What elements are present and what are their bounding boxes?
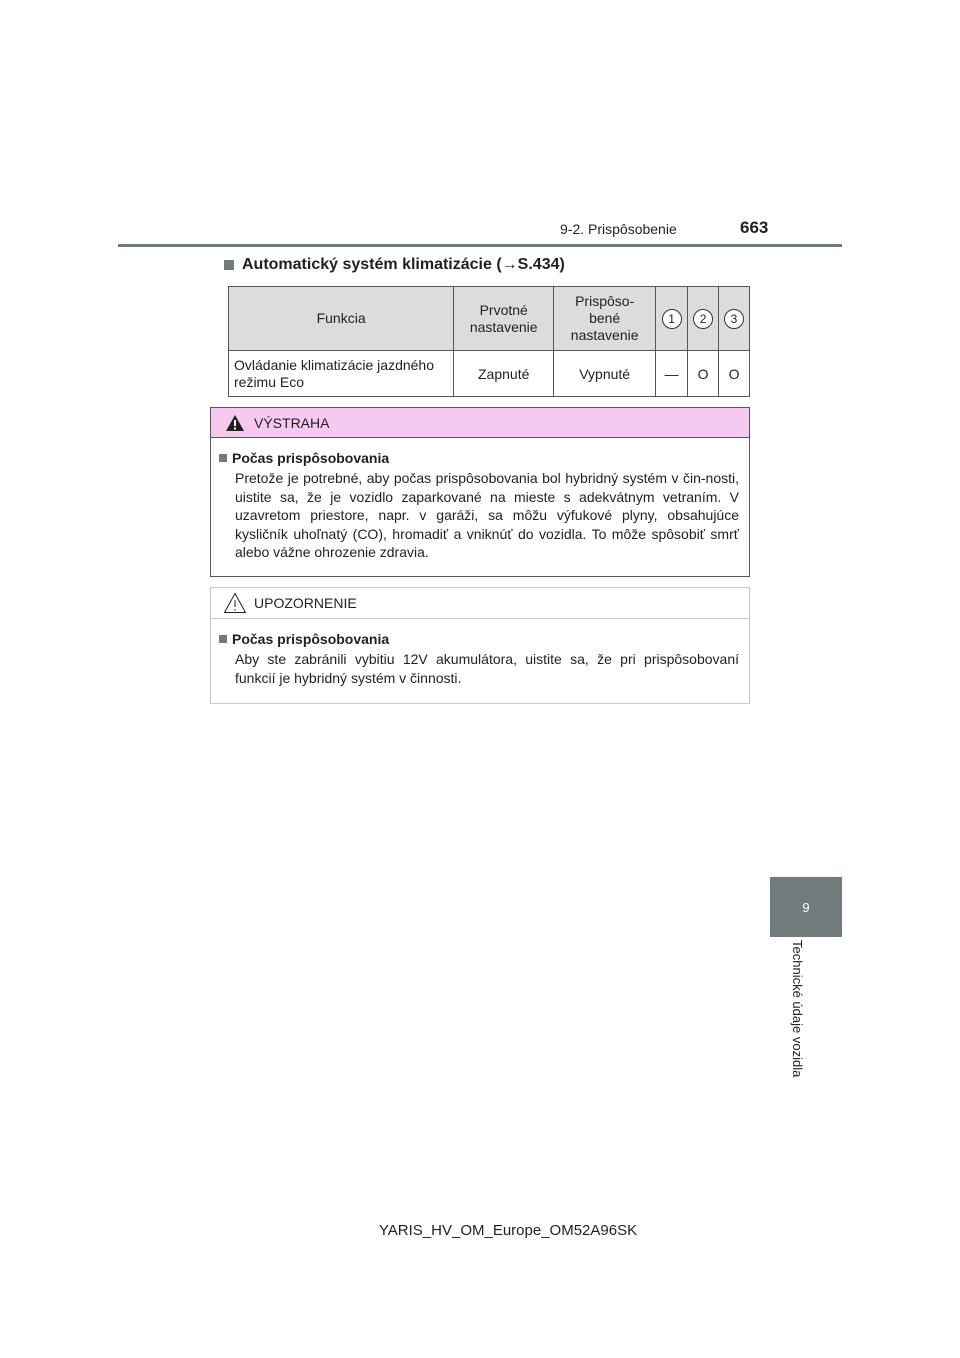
arrow-icon: →	[501, 256, 518, 273]
section-heading	[224, 256, 565, 274]
circled-number-2-icon: 2	[693, 309, 713, 329]
warning-triangle-icon	[225, 414, 245, 432]
chapter-tab-number[interactable]: 9	[770, 877, 842, 937]
page-number: 663	[740, 218, 769, 237]
warning-item-text: Pretože je potrebné, aby počas prispôsobovania bol hybridný systém v čin-nosti, uistite sa, že je vozidlo zaparkované na mieste s adekvátnym vetraním. V uzavretom priestore, napr. v garáži, sa môžu výfukové plyny, obsahujúce kysličník uhoľnatý (CO), hromadiť a vniknúť do vozidla. To môže spôsobiť smrť alebo vážne ohrozenie zdravia.	[235, 470, 739, 560]
warning-box	[210, 407, 750, 577]
header-function: Funkcia	[229, 287, 454, 351]
chapter-tab-label-text: Technické údaje vozidla	[790, 940, 805, 1078]
chapter-tab-label	[787, 940, 807, 1100]
header-default-setting: Prvotné nastavenie	[454, 287, 554, 351]
cell-c2: O	[688, 351, 719, 397]
warning-header	[211, 408, 749, 438]
warning-item-title	[219, 450, 741, 466]
cell-c1: —	[656, 351, 688, 397]
notice-item-title	[219, 631, 741, 647]
notice-item-title-text: Počas prispôsobovania	[232, 631, 390, 647]
cell-function: Ovládanie klimatizácie jazdného režimu Eco	[229, 351, 454, 397]
bullet-square-icon	[219, 635, 227, 643]
header-col-3	[719, 287, 750, 351]
cell-default: Zapnuté	[454, 351, 554, 397]
bullet-square-icon	[219, 454, 227, 462]
section-heading-text: Automatický systém klimatizácie (	[242, 256, 502, 273]
header-divider	[118, 244, 842, 247]
table-row	[229, 351, 750, 397]
warning-label: VÝSTRAHA	[254, 414, 330, 431]
warning-item-title-text: Počas prispôsobovania	[232, 450, 390, 466]
circled-number-1-icon: 1	[662, 309, 682, 329]
circled-number-3-icon: 3	[724, 309, 744, 329]
notice-box	[210, 587, 750, 704]
header-section-title: 9-2. Prispôsobenie	[560, 221, 677, 237]
header-col-1	[656, 287, 688, 351]
cell-c3: O	[719, 351, 750, 397]
table-header-row	[229, 287, 750, 351]
header-custom-setting: Prispôso-bené nastavenie	[554, 287, 656, 351]
notice-item-text: Aby ste zabránili vybitiu 12V akumulátora, uistite sa, že pri prispôsobovaní funkcií je hybridný systém v činnosti.	[235, 651, 739, 686]
bullet-square-icon	[224, 260, 234, 270]
caution-triangle-outline-icon	[223, 592, 247, 614]
header-col-2	[688, 287, 719, 351]
notice-header	[211, 588, 749, 619]
footer-document-code: YARIS_HV_OM_Europe_OM52A96SK	[378, 1222, 638, 1239]
notice-label: UPOZORNENIE	[254, 595, 357, 611]
settings-table	[228, 286, 750, 397]
cell-custom: Vypnuté	[554, 351, 656, 397]
page-reference-link[interactable]: S.434)	[517, 256, 565, 273]
